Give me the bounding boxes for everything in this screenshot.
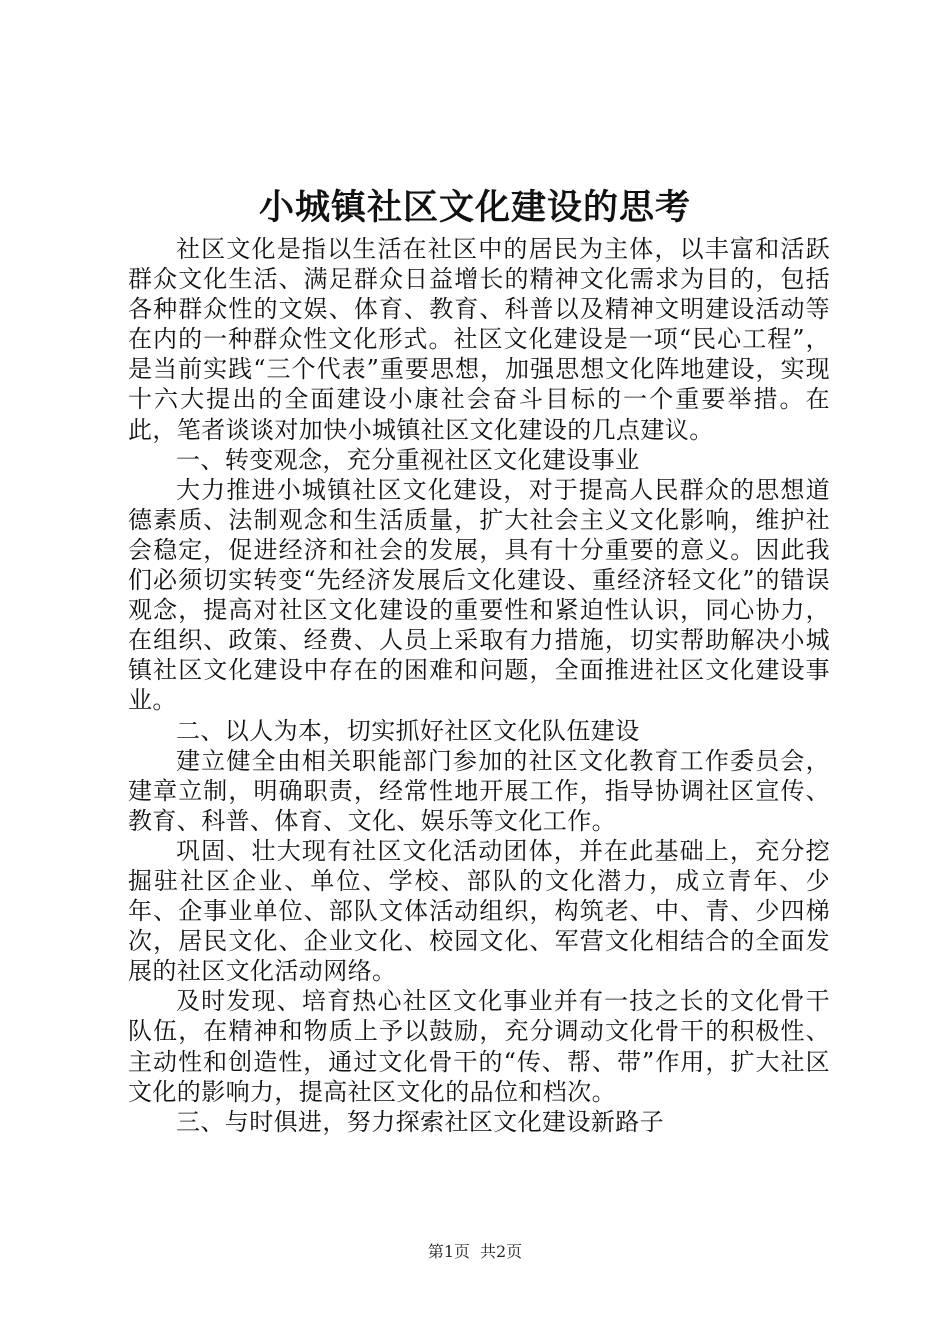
section-heading-1: 一、转变观念，充分重视社区文化建设事业 <box>176 445 640 474</box>
paragraph-section-1: 大力推进小城镇社区文化建设，对于提高人民群众的思想道德素质、法制观念和生活质量，扩大社会主义文化影响，维护社会稳定，促进经济和社会的发展，具有十分重要的意义。因此我们必须切实转变“先经济发展后文化建设、重经济轻文化”的错误观念，提高对社区文化建设的重要性和紧迫性认识，同心协力，在组织、政策、经费、人员上采取有力措施，切实帮助解决小城镇社区文化建设中存在的困难和问题，全面推进社区文化建设事业。 <box>128 475 830 715</box>
paragraph-section-2a: 建立健全由相关职能部门参加的社区文化教育工作委员会，建章立制，明确职责，经常性地开展工作，指导协调社区宣传、教育、科普、体育、文化、娱乐等文化工作。 <box>128 746 830 835</box>
page-total: 共2页 <box>480 1242 523 1261</box>
paragraph-section-2b: 巩固、壮大现有社区文化活动团体，并在此基础上，充分挖掘驻社区企业、单位、学校、部队的文化潜力，成立青年、少年、企事业单位、部队文体活动组织，构筑老、中、青、少四梯次，居民文化、企业文化、校园文化、军营文化相结合的全面发展的社区文化活动网络。 <box>128 836 830 986</box>
section-heading-3: 三、与时俱进，努力探索社区文化建设新路子 <box>176 1107 664 1136</box>
page-number: 第1页 <box>427 1242 470 1261</box>
paragraph-intro: 社区文化是指以生活在社区中的居民为主体，以丰富和活跃群众文化生活、满足群众日益增长的精神文化需求为目的，包括各种群众性的文娱、体育、教育、科普以及精神文明建设活动等在内的一种群众性文化形式。社区文化建设是一项“民心工程”，是当前实践“三个代表”重要思想，加强思想文化阵地建设，实现十六大提出的全面建设小康社会奋斗目标的一个重要举措。在此，笔者谈谈对加快小城镇社区文化建设的几点建议。 <box>128 235 830 444</box>
document-title: 小城镇社区文化建设的思考 <box>258 187 691 228</box>
paragraph-section-2c: 及时发现、培育热心社区文化事业并有一技之长的文化骨干队伍，在精神和物质上予以鼓励，充分调动文化骨干的积极性、主动性和创造性，通过文化骨干的“传、帮、带”作用，扩大社区文化的影响力，提高社区文化的品位和档次。 <box>128 987 830 1106</box>
document-body <box>128 234 830 1137</box>
section-heading-2: 二、以人为本，切实抓好社区文化队伍建设 <box>176 716 640 745</box>
page-footer <box>0 1241 950 1263</box>
